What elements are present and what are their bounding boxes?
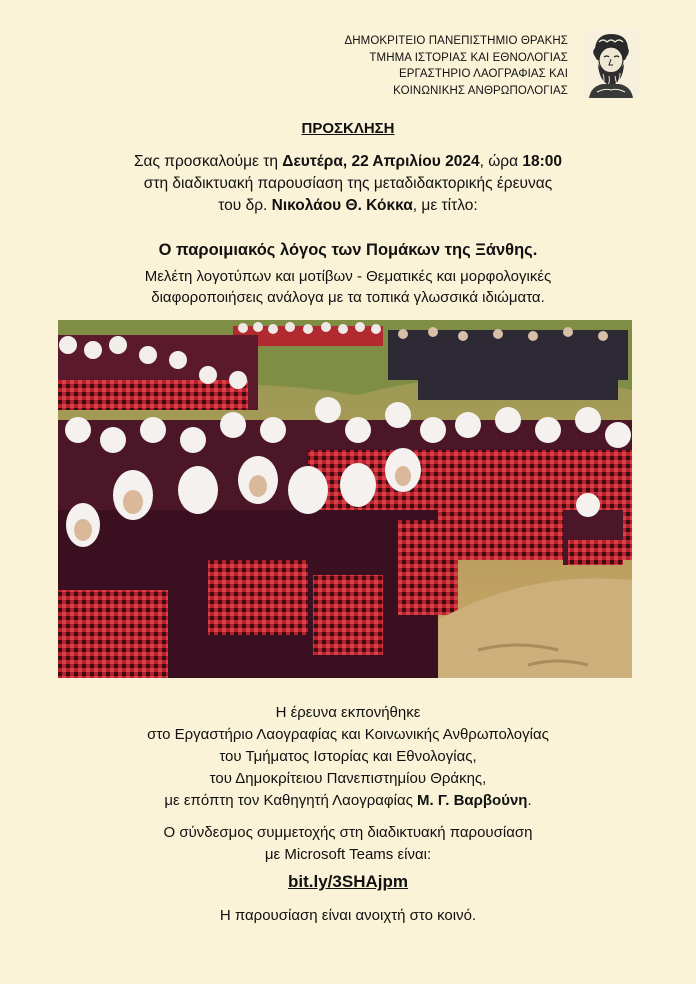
credits-line-5 bbox=[0, 790, 696, 812]
invitation-line-1-mid: , ώρα bbox=[479, 153, 523, 170]
event-date: Δευτέρα, 22 Απριλίου 2024 bbox=[282, 153, 480, 170]
header-line-3: ΕΡΓΑΣΤΗΡΙΟ ΛΑΟΓΡΑΦΙΑΣ ΚΑΙ bbox=[398, 68, 568, 80]
invitation-line-1-prefix: Σας προσκαλούμε τη bbox=[133, 153, 283, 170]
supervisor-name: Μ. Γ. Βαρβούνη bbox=[417, 792, 528, 809]
participation-line-1: Ο σύνδεσμος συμμετοχής στη διαδικτυακή παρουσίαση bbox=[163, 824, 533, 841]
invitation-text bbox=[0, 151, 696, 217]
invitation-line-3 bbox=[0, 195, 696, 217]
invitation-line-3-prefix: του δρ. bbox=[218, 197, 272, 214]
thesis-title: Ο παροιμιακός λόγος των Πομάκων της Ξάνθης. bbox=[158, 241, 538, 259]
university-header bbox=[345, 33, 569, 99]
header-line-4: ΚΟΙΝΩΝΙΚΗΣ ΑΝΘΡΩΠΟΛΟΓΙΑΣ bbox=[393, 84, 568, 97]
thesis-subtitle bbox=[0, 266, 696, 308]
research-credits bbox=[0, 702, 696, 812]
credits-line-5-prefix: με επόπτη τον Καθηγητή Λαογραφίας bbox=[164, 792, 418, 809]
teams-link-text[interactable]: bit.ly/3SHAjpm bbox=[288, 872, 408, 891]
thesis-subtitle-line-2: διαφοροποιήσεις ανάλογα με τα τοπικά γλωσσικά ιδιώματα. bbox=[151, 289, 545, 306]
pomak-women-photo bbox=[58, 320, 632, 678]
open-to-public-note: Η παρουσίαση είναι ανοιχτή στο κοινό. bbox=[219, 907, 477, 924]
credits-line-1: Η έρευνα εκπονήθηκε bbox=[275, 704, 421, 721]
credits-line-3: του Τμήματος Ιστορίας και Εθνολογίας, bbox=[219, 748, 477, 765]
event-time: 18:00 bbox=[522, 153, 563, 170]
credits-line-4: του Δημοκρίτειου Πανεπιστημίου Θράκης, bbox=[209, 770, 487, 787]
thesis-subtitle-line-1: Μελέτη λογοτύπων και μοτίβων - Θεματικές και μορφολογικές bbox=[144, 268, 552, 285]
teams-link[interactable] bbox=[0, 872, 696, 892]
credits-line-5-suffix: . bbox=[527, 792, 532, 809]
header-line-2: ΤΜΗΜΑ ΙΣΤΟΡΙΑΣ ΚΑΙ ΕΘΝΟΛΟΓΙΑΣ bbox=[369, 51, 568, 64]
democritus-bust-icon bbox=[583, 30, 639, 98]
header-line-1: ΔΗΜΟΚΡΙΤΕΙΟ ΠΑΝΕΠΙΣΤΗΜΙΟ ΘΡΑΚΗΣ bbox=[344, 35, 568, 47]
invitation-line-3-suffix: , με τίτλο: bbox=[412, 197, 478, 214]
credits-line-2: στο Εργαστήριο Λαογραφίας και Κοινωνικής Ανθρωπολογίας bbox=[147, 726, 549, 743]
participation-text bbox=[0, 822, 696, 866]
participation-line-2: με Microsoft Teams είναι: bbox=[264, 846, 432, 863]
presenter-name: Νικολάου Θ. Κόκκα bbox=[271, 197, 413, 214]
invitation-line-1 bbox=[0, 151, 696, 173]
invitation-title: ΠΡΟΣΚΛΗΣΗ bbox=[301, 120, 395, 137]
invitation-line-2: στη διαδικτυακή παρουσίαση της μεταδιδακτορικής έρευνας bbox=[143, 175, 553, 192]
